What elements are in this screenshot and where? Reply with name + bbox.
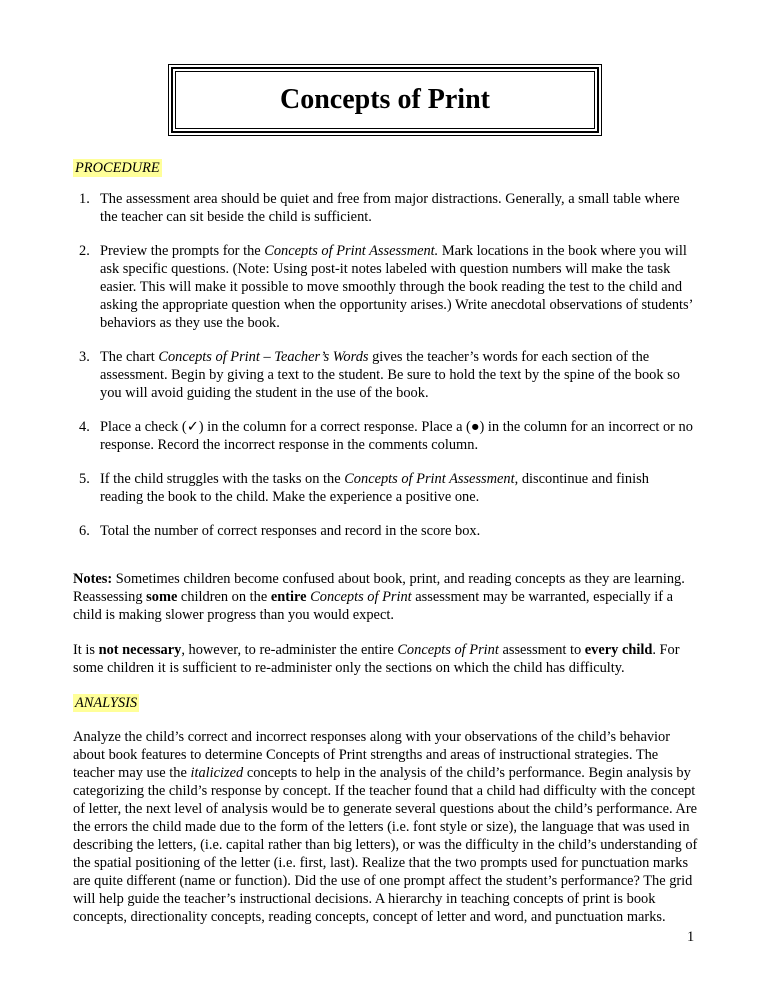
item-text: The chart [100,349,159,365]
item-italic-title: Concepts of Print Assessment [344,471,515,487]
analysis-italic-word: italicized [190,765,244,781]
title-box [168,64,602,136]
item-number: 6. [79,523,90,539]
page-number: 1 [687,929,695,945]
procedure-item-4 [73,418,693,454]
item-text: Place a check (✓) in the column for a correct response. Place a (●) in the column for an incorrect or no response. Record the incorrect response in the comments column. [100,419,693,453]
note-bold-not-necessary: not necessary [98,642,182,658]
item-text-cont: , discontinue and finish reading the book to the child. Make the experience a positive one. [100,471,649,505]
item-text: Total the number of correct responses and record in the score box. [100,523,481,539]
document-title: Concepts of Print [280,84,490,115]
item-text-cont: Mark locations in the book where you will ask specific questions. (Note: Using post-it notes labeled with question numbers will make the task easier. This will make it possible to move smoothly through the book reading the test to the child and asking the appropriate question when the opportunity arises.) Write anecdotal observations of students’ behaviors as they use the book. [100,243,693,331]
notes-text: Sometimes children become confused about book, print, and reading concepts as they are learning. Reassessing [73,571,685,605]
analysis-text: Analyze the child’s correct and incorrect responses along with your observations of the child’s behavior about book features to determine Concepts of Print strengths and areas of instructional strategies. The teacher may use the [73,729,671,781]
note-text: . For some children it is sufficient to re-administer only the sections on which the child has difficulty. [73,642,680,676]
item-text: The assessment area should be quiet and free from major distractions. Generally, a small table where the teacher can sit beside the child is sufficient. [100,191,680,225]
item-italic-title: Concepts of Print – Teacher’s Words [158,349,369,365]
analysis-heading: ANALYSIS [75,695,138,711]
item-text-cont: gives the teacher’s words for each section of the assessment. Begin by giving a text to the student. Be sure to hold the text by the spine of the book so you will avoid guiding the student in the use of the book. [100,349,680,401]
note-text: , however, to re-administer the entire [181,642,398,658]
item-number: 4. [79,419,90,435]
notes-bold-some: some [146,589,178,605]
procedure-heading: PROCEDURE [75,160,160,176]
procedure-item-5 [73,470,693,506]
notes-text: assessment may be warranted, especially if a child is making slower progress than you would expect. [73,589,674,623]
item-number: 3. [79,349,90,365]
analysis-paragraph [73,728,703,926]
notes-text: children on the [177,589,271,605]
second-note-paragraph [73,641,703,677]
item-italic-title: Concepts of Print Assessment. [264,243,439,259]
item-text: Preview the prompts for the [100,243,265,259]
notes-label: Notes: [73,571,113,587]
title-box-inner [175,71,595,129]
notes-paragraph [73,570,703,624]
note-bold-every-child: every child [584,642,653,658]
procedure-item-6 [73,522,693,540]
analysis-text: concepts to help in the analysis of the child’s performance. Begin analysis by categorizing the child’s response by concept. If the teacher found that a child had difficulty with the concept of letter, the next level of analysis would be to generate several questions about the child’s performance. Are the errors the child made due to the form of the letters (i.e. font style or size), the language that was used in describing the letters, (i.e. capital rather than big letters), or was the difficulty in the child’s understanding of the spatial positioning of the letter (i.e. first, last). Realize that the two prompts used for punctuation marks are quite different (name or function). Did the use of one prompt affect the student’s performance? The grid will help guide the teacher’s instructional decisions. A hierarchy in teaching concepts of print is book concepts, directionality concepts, reading concepts, concept of letter and word, and punctuation marks. [73,765,698,925]
item-number: 2. [79,243,90,259]
procedure-item-2 [73,242,693,332]
note-text: assessment to [498,642,585,658]
note-text: It is [73,642,99,658]
procedure-item-3 [73,348,693,402]
note-italic-title: Concepts of Print [397,642,499,658]
procedure-list [73,190,693,556]
notes-bold-entire: entire [270,589,307,605]
title-box-border [171,67,599,133]
item-number: 1. [79,191,90,207]
procedure-item-1 [73,190,693,226]
notes-italic-title: Concepts of Print [310,589,412,605]
item-number: 5. [79,471,90,487]
item-text: If the child struggles with the tasks on the [100,471,345,487]
